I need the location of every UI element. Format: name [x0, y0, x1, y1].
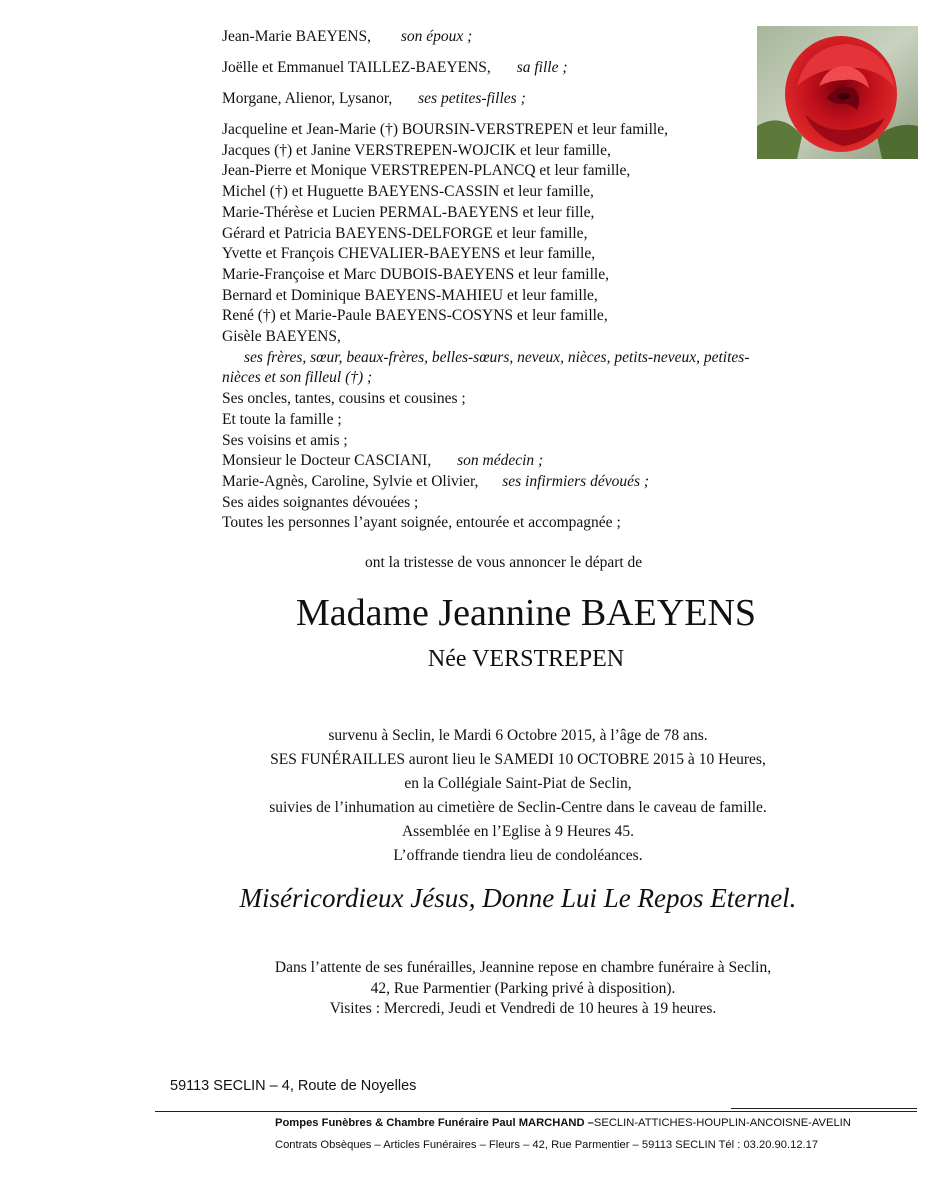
- visit-line: Dans l’attente de ses funérailles, Jeannine repose en chambre funéraire à Seclin,: [274, 959, 772, 976]
- list-item: Yvette et François CHEVALIER-BAEYENS et leur famille,: [222, 245, 596, 263]
- family-relation-line: ses frères, sœur, beaux-frères, belles-sœurs, neveux, nièces, petits-neveux, petites-: [244, 348, 750, 366]
- detail-line: en la Collégiale Saint-Piat de Seclin,: [404, 775, 632, 792]
- family-relation: ses infirmiers dévoués ;: [502, 472, 650, 490]
- company-locations: SECLIN-ATTICHES-HOUPLIN-ANCOISNE-AVELIN: [593, 1117, 851, 1129]
- nurses-names: Marie-Agnès, Caroline, Sylvie et Olivier,: [222, 472, 479, 490]
- prayer-text: Miséricordieux Jésus, Donne Lui Le Repos Eternel.: [239, 883, 797, 913]
- family-relation: son époux ;: [400, 28, 473, 45]
- close-family-row: [222, 90, 568, 121]
- list-item: [222, 451, 749, 472]
- family-member-name: Jean-Marie BAEYENS,: [222, 28, 371, 45]
- family-relation: sa fille ;: [516, 59, 568, 76]
- list-item: Ses oncles, tantes, cousins et cousines ;: [222, 390, 466, 408]
- list-item: Michel (†) et Huguette BAEYENS-CASSIN et leur famille,: [222, 183, 594, 201]
- detail-line: Assemblée en l’Eglise à 9 Heures 45.: [401, 823, 634, 840]
- list-item: Jacqueline et Jean-Marie (†) BOURSIN-VERSTREPEN et leur famille,: [222, 121, 668, 138]
- list-item: Marie-Thérèse et Lucien PERMAL-BAEYENS et leur fille,: [222, 203, 595, 221]
- detail-line: suivies de l’inhumation au cimetière de Seclin-Centre dans le caveau de famille.: [269, 799, 767, 816]
- list-item: [222, 472, 749, 493]
- list-item: René (†) et Marie-Paule BAEYENS-COSYNS et leur famille,: [222, 307, 608, 325]
- close-family-row: [222, 28, 568, 59]
- close-family-list: [222, 28, 568, 121]
- footer-divider: [155, 1111, 917, 1112]
- list-item: Jean-Pierre et Monique VERSTREPEN-PLANCQ et leur famille,: [222, 162, 631, 180]
- company-name: Pompes Funèbres & Chambre Funéraire Paul MARCHAND –: [275, 1117, 594, 1129]
- family-relation-line: nièces et son filleul (†) ;: [222, 369, 373, 387]
- list-item: Ses voisins et amis ;: [222, 431, 348, 449]
- extended-family-list: [222, 120, 749, 534]
- list-item: Gérard et Patricia BAEYENS-DELFORGE et leur famille,: [222, 224, 588, 242]
- footer-company-line: [275, 1117, 851, 1129]
- list-item: Marie-Françoise et Marc DUBOIS-BAEYENS et leur famille,: [222, 265, 609, 283]
- detail-line: SES FUNÉRAILLES auront lieu le SAMEDI 10 OCTOBRE 2015 à 10 Heures,: [270, 751, 766, 768]
- funeral-details: [0, 724, 947, 868]
- footer-services-line: Contrats Obsèques – Articles Funéraires – Fleurs – 42, Rue Parmentier – 59113 SECLIN Tél : 03.20.90.12.17: [275, 1139, 819, 1151]
- family-relation: ses petites-filles ;: [418, 90, 526, 107]
- list-item: Jacques (†) et Janine VERSTREPEN-WOJCIK et leur famille,: [222, 141, 611, 159]
- close-family-row: [222, 59, 568, 90]
- maiden-name: Née VERSTREPEN: [427, 646, 625, 672]
- announcement-text: ont la tristesse de vous annoncer le départ de: [365, 554, 643, 571]
- visit-line: Visites : Mercredi, Jeudi et Vendredi de 10 heures à 19 heures.: [329, 1000, 717, 1017]
- detail-line: survenu à Seclin, le Mardi 6 Octobre 2015, à l’âge de 78 ans.: [328, 727, 708, 744]
- detail-line: L’offrande tiendra lieu de condoléances.: [393, 847, 643, 864]
- list-item: Bernard et Dominique BAEYENS-MAHIEU et leur famille,: [222, 286, 598, 304]
- red-rose-icon: [757, 26, 918, 159]
- visit-line: 42, Rue Parmentier (Parking privé à disposition).: [370, 979, 676, 997]
- family-relation: son médecin ;: [457, 452, 544, 470]
- address-line: 59113 SECLIN – 4, Route de Noyelles: [170, 1078, 417, 1094]
- list-item: Ses aides soignantes dévouées ;: [222, 493, 419, 511]
- list-item: Et toute la famille ;: [222, 410, 342, 428]
- family-member-name: Morgane, Alienor, Lysanor,: [222, 90, 393, 107]
- list-item: Gisèle BAEYENS,: [222, 328, 341, 346]
- footer-divider-accent: [731, 1108, 917, 1109]
- deceased-name: Madame Jeannine BAEYENS: [295, 592, 757, 634]
- family-member-name: Joëlle et Emmanuel TAILLEZ-BAEYENS,: [222, 59, 491, 76]
- doctor-name: Monsieur le Docteur CASCIANI,: [222, 452, 432, 470]
- visit-info: [0, 958, 947, 1020]
- list-item: Toutes les personnes l’ayant soignée, entourée et accompagnée ;: [222, 514, 621, 532]
